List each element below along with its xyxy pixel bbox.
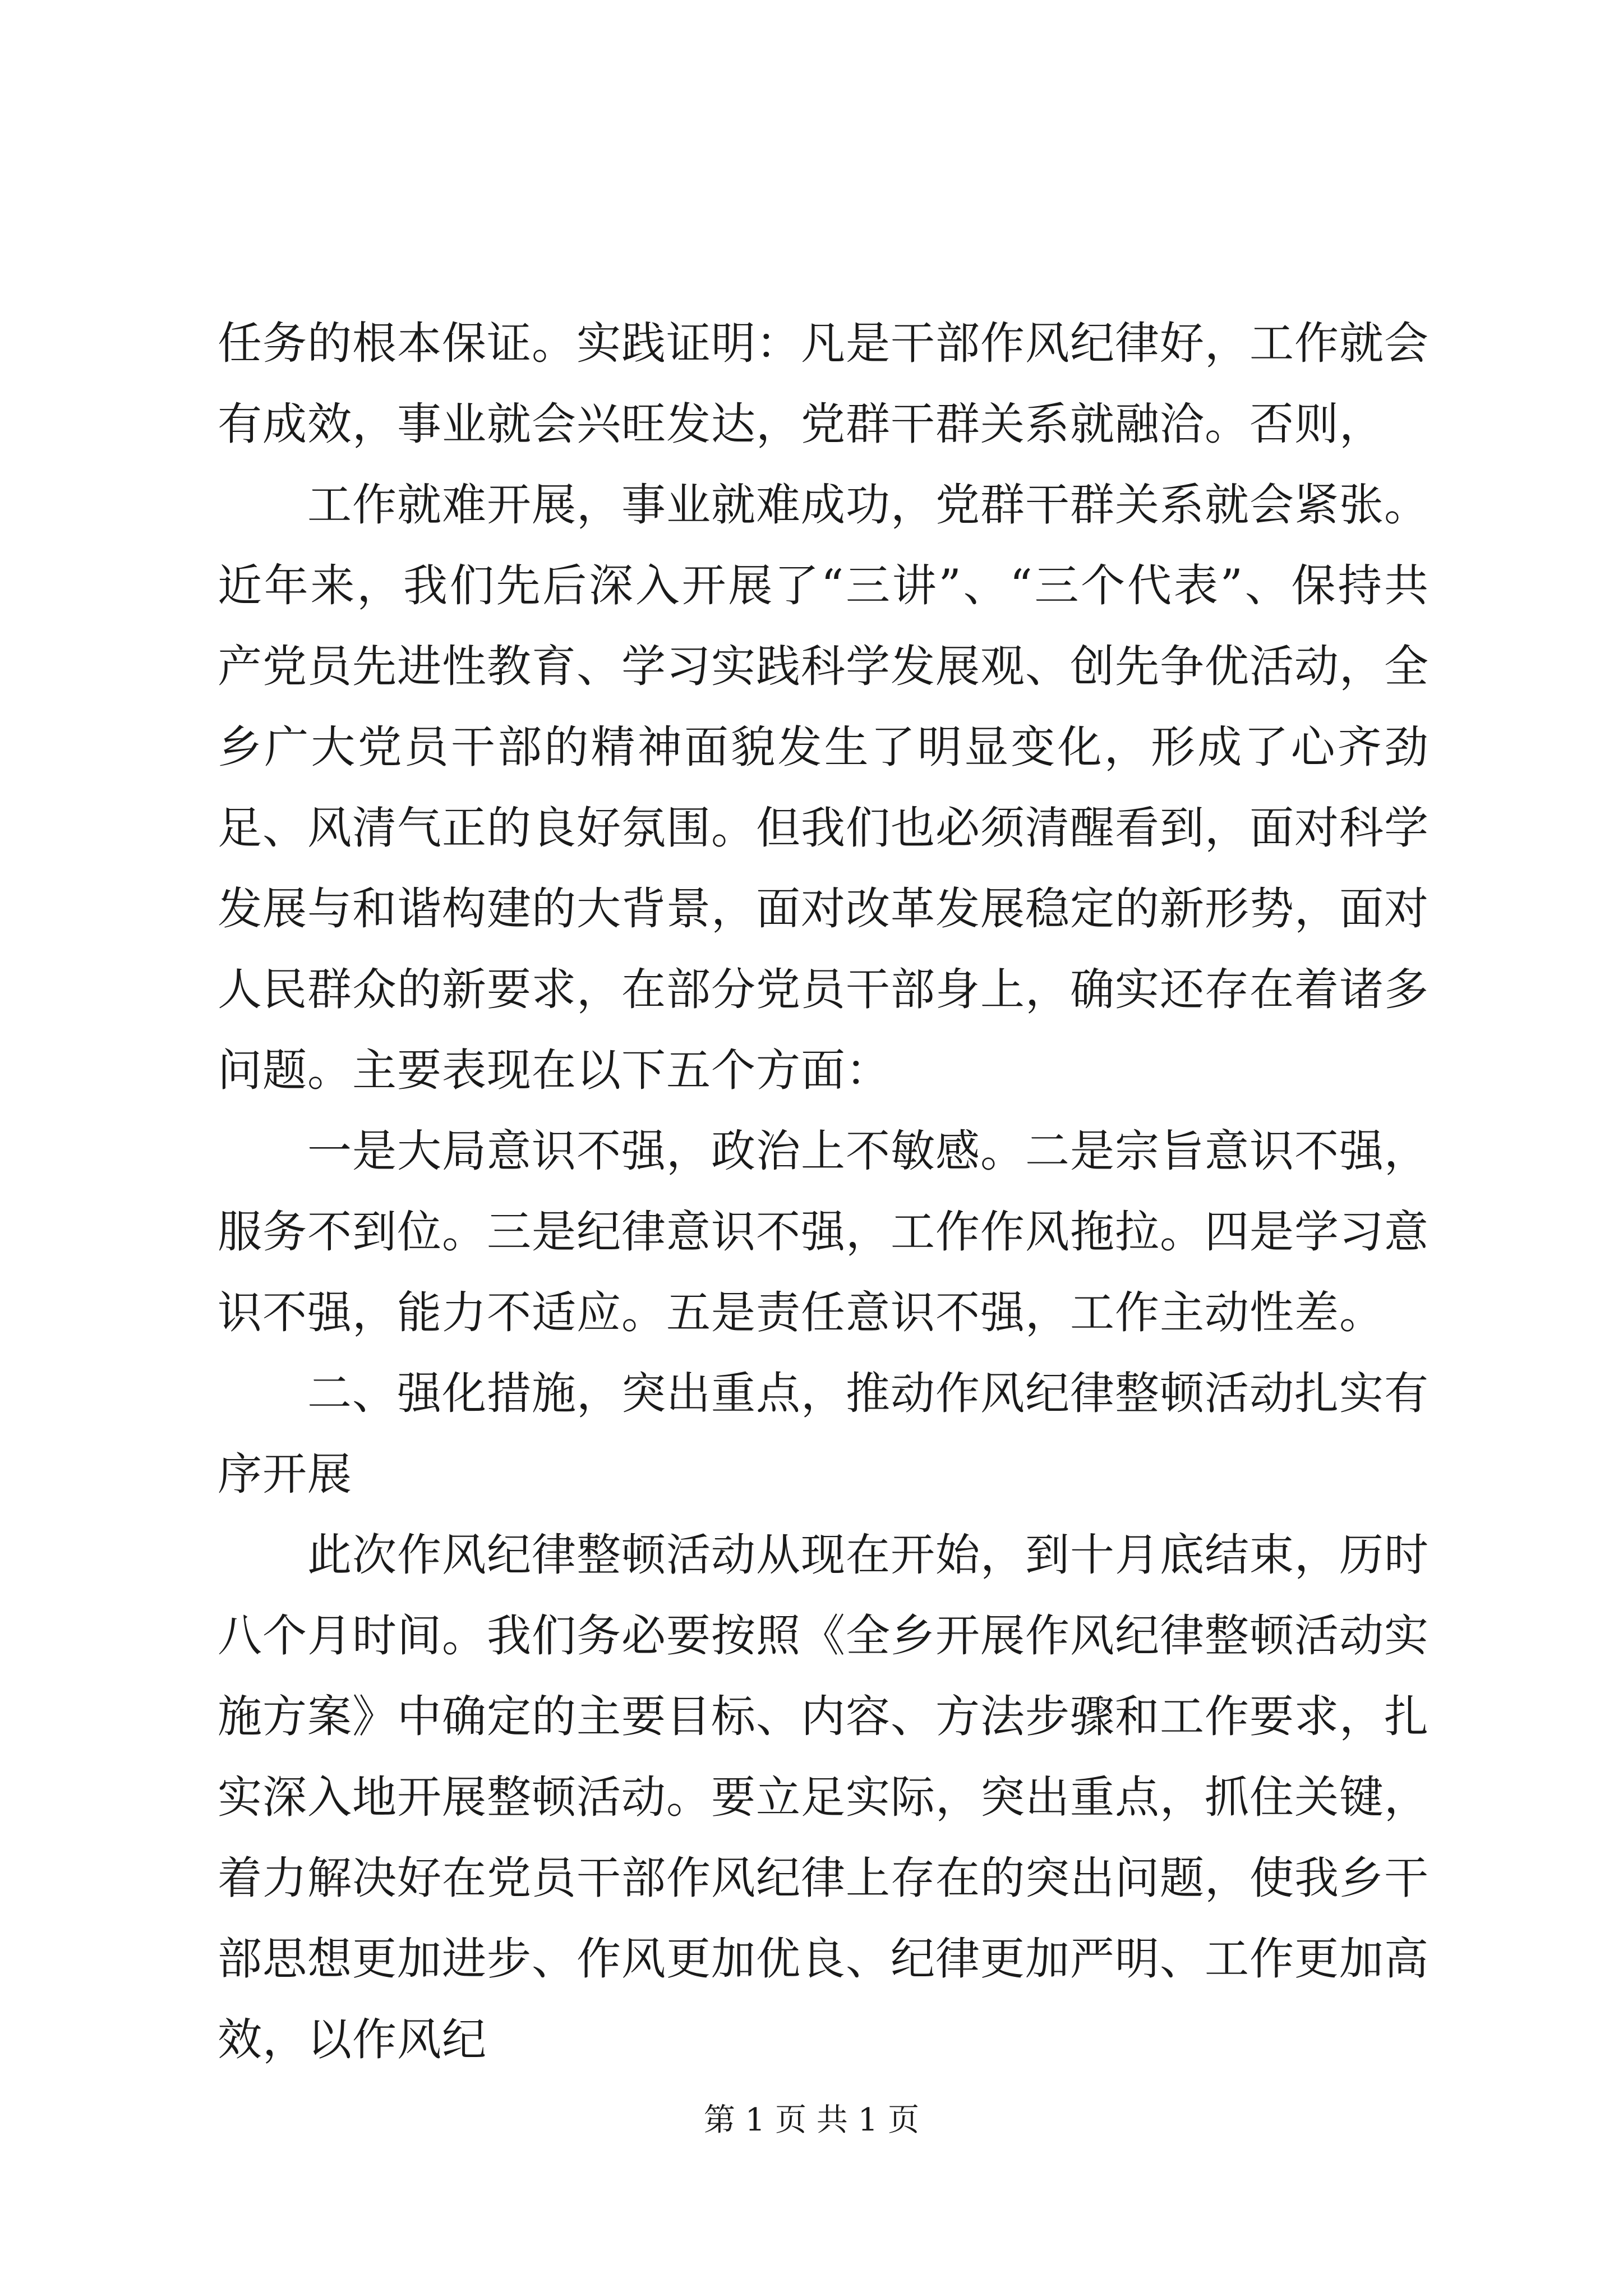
section-heading: 二、强化措施，突出重点，推动作风纪律整顿活动扎实有序开展 — [218, 1368, 1429, 1500]
paragraph-4: 此次作风纪律整顿活动从现在开始，到十月底结束，历时八个月时间。我们务必要按照《全乡开展作风纪律整顿活动实施方案》中确定的主要目标、内容、方法步骤和工作要求，扎实深入地开展整顿活动。要立足实际，突出重点，抓住关键，着力解决好在党员干部作风纪律上存在的突出问题，使我乡干部思想更加进步、作风更加优良、纪律更加严明、工作更加高效，以作风纪 — [218, 1529, 1429, 2065]
paragraph-2: 工作就难开展，事业就难成功，党群干群关系就会紧张。近年来，我们先后深入开展了“三讲”、“三个代表”、保持共产党员先进性教育、学习实践科学发展观、创先争优活动，全乡广大党员干部的精神面貌发生了明显变化，形成了心齐劲足、风清气正的良好氛围。但我们也必须清醒看到，面对科学发展与和谐构建的大背景，面对改革发展稳定的新形势，面对人民群众的新要求，在部分党员干部身上，确实还存在着诸多问题。主要表现在以下五个方面： — [218, 479, 1429, 1096]
paragraph-1: 任务的根本保证。实践证明：凡是干部作风纪律好，工作就会有成效，事业就会兴旺发达，党群干群关系就融洽。否则， — [218, 318, 1429, 450]
paragraph-3: 一是大局意识不强，政治上不敏感。二是宗旨意识不强，服务不到位。三是纪律意识不强，工作作风拖拉。四是学习意识不强，能力不适应。五是责任意识不强，工作主动性差。 — [218, 1125, 1429, 1338]
document-body — [218, 303, 1429, 2080]
page-footer: 第 1 页 共 1 页 — [703, 2102, 920, 2138]
